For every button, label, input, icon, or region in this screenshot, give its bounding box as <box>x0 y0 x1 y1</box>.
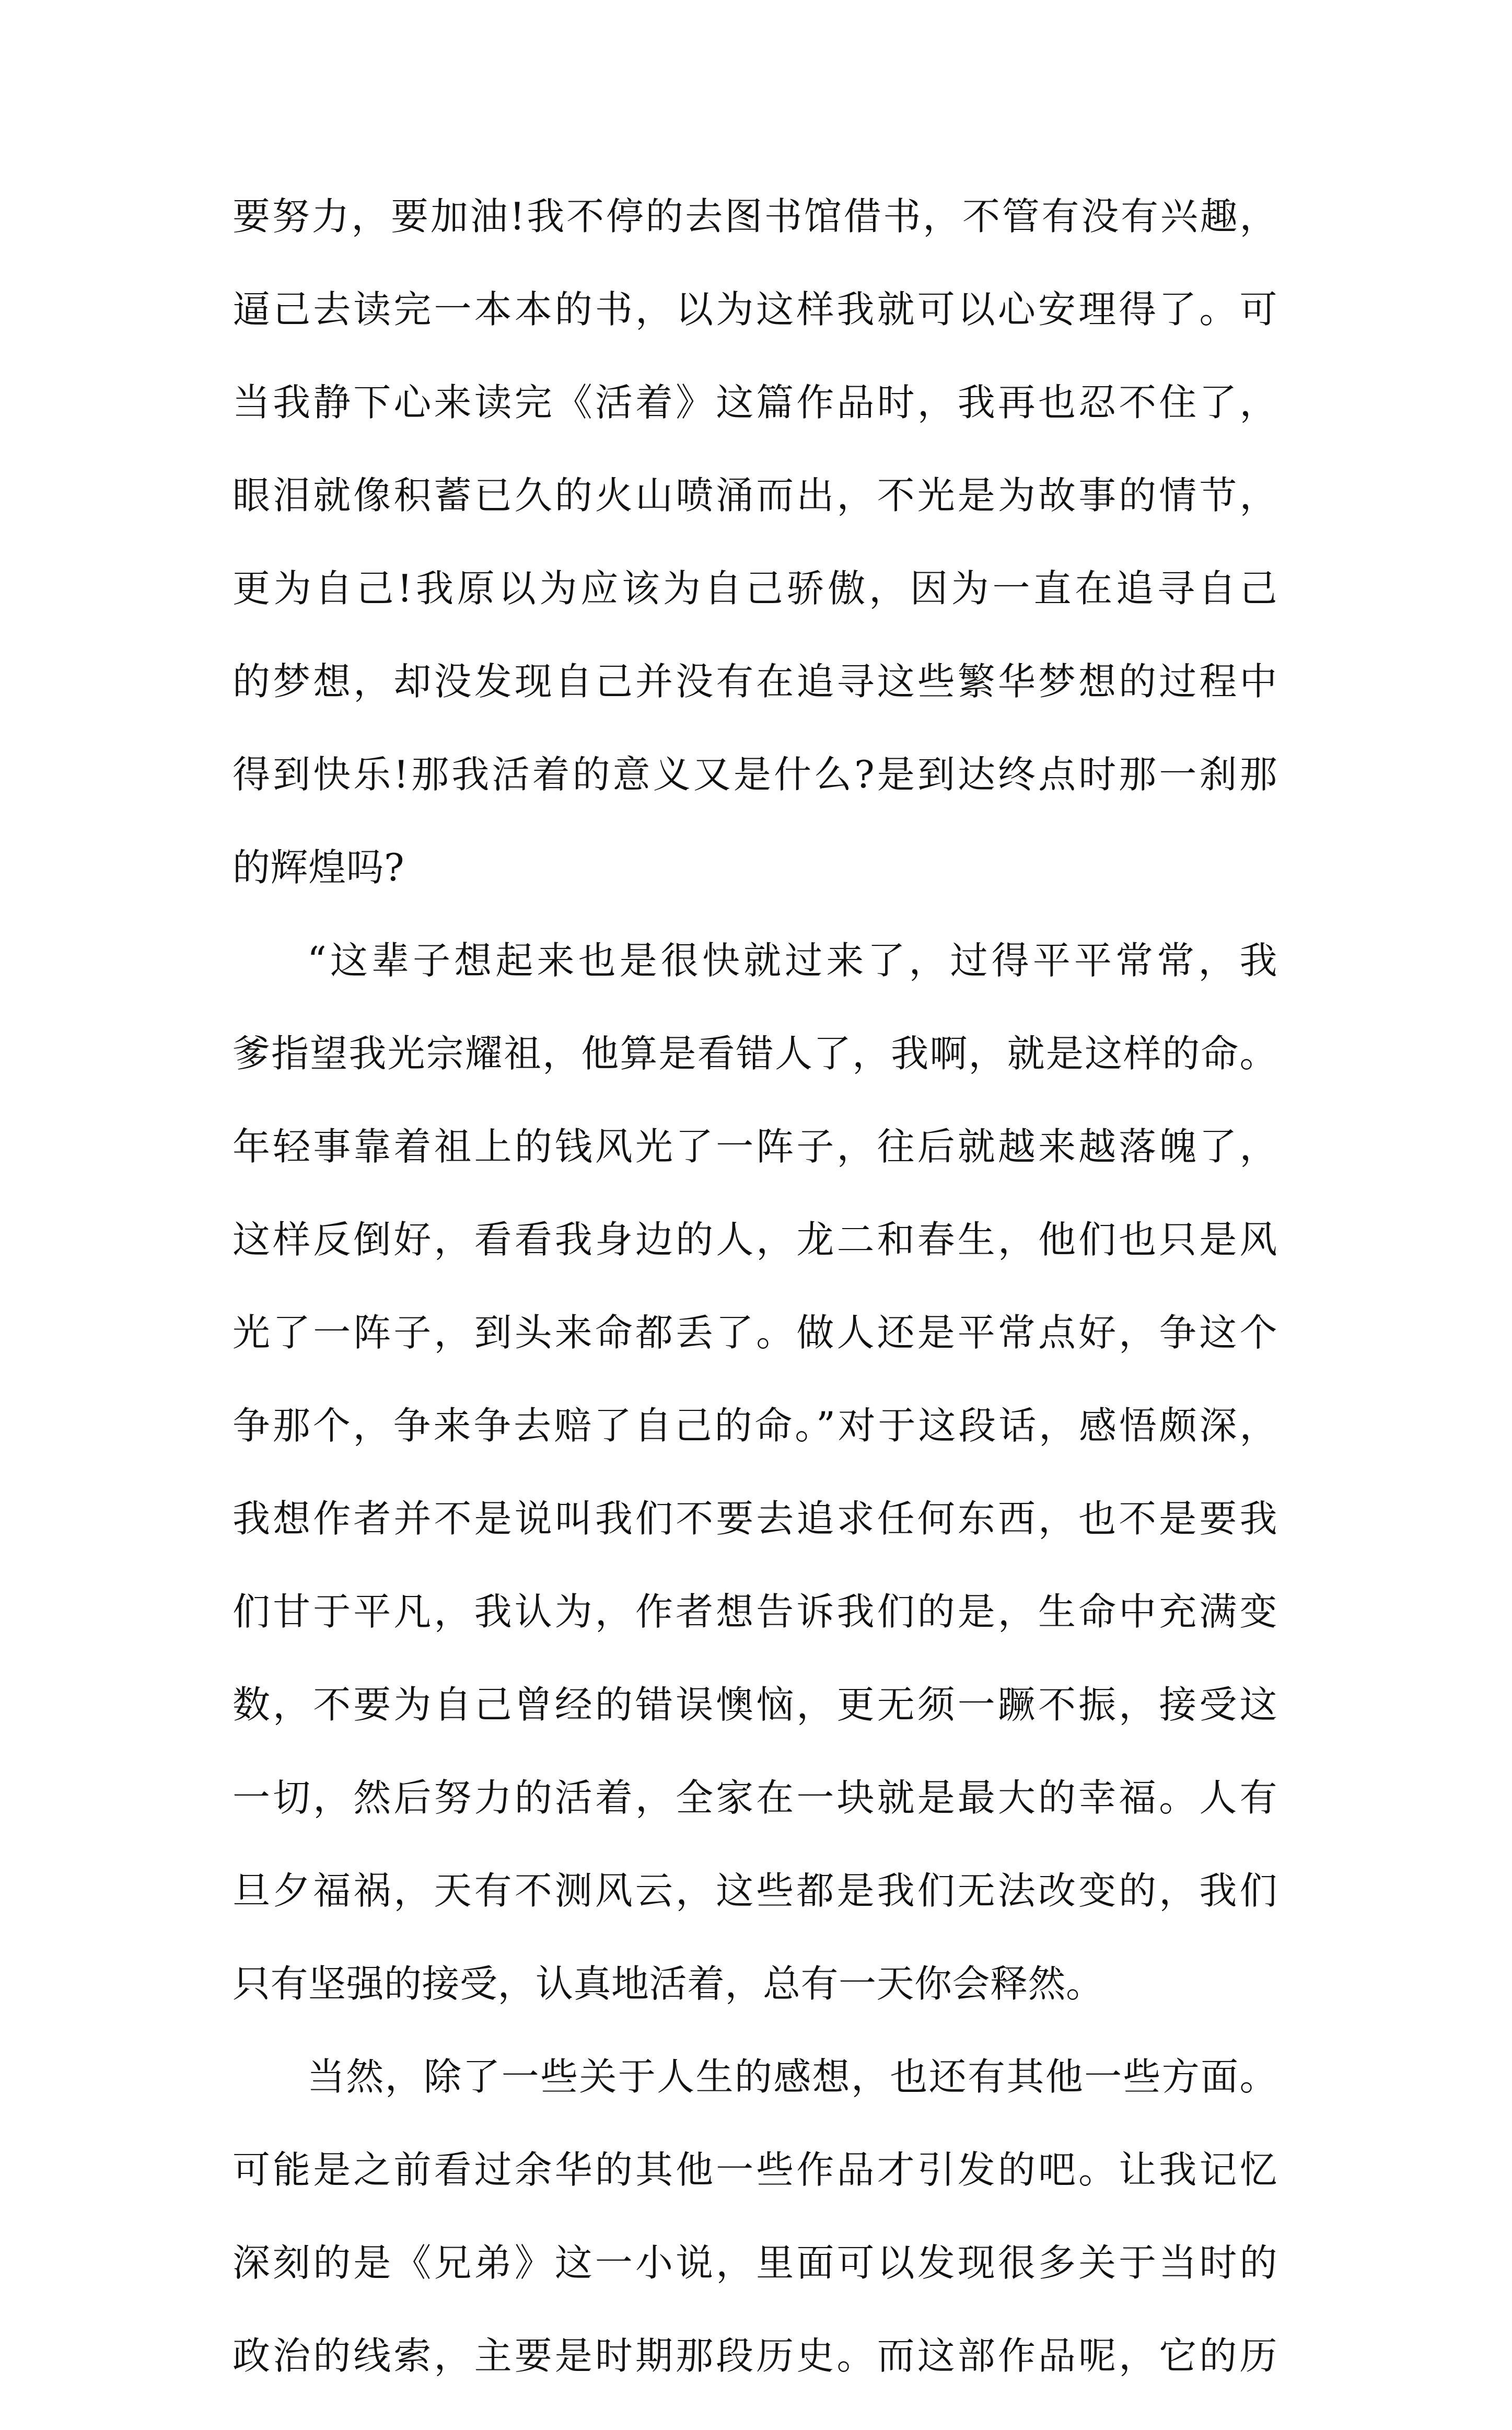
text-line-21: 当然，除了一些关于人生的感想，也还有其他一些方面。 <box>307 2055 1277 2099</box>
text-line-23: 深刻的是《兄弟》这一小说，里面可以发现很多关于当时的 <box>232 2241 1277 2285</box>
text-line-15: 我想作者并不是说叫我们不要去追求任何东西，也不是要我 <box>232 1497 1277 1541</box>
text-line-22: 可能是之前看过余华的其他一些作品才引发的吧。让我记忆 <box>232 2148 1277 2192</box>
text-line-6: 的梦想，却没发现自己并没有在追寻这些繁华梦想的过程中 <box>232 659 1277 703</box>
text-line-7: 得到快乐!那我活着的意义又是什么?是到达终点时那一刹那 <box>232 753 1277 796</box>
text-line-4: 眼泪就像积蓄已久的火山喷涌而出，不光是为故事的情节， <box>232 473 1277 517</box>
text-line-2: 逼己去读完一本本的书，以为这样我就可以心安理得了。可 <box>232 287 1277 331</box>
text-line-12: 这样反倒好，看看我身边的人，龙二和春生，他们也只是风 <box>232 1218 1277 1262</box>
text-line-24: 政治的线索，主要是时期那段历史。而这部作品呢，它的历 <box>232 2334 1277 2378</box>
text-line-19: 旦夕福祸，天有不测风云，这些都是我们无法改变的，我们 <box>232 1869 1277 1913</box>
text-line-5: 更为自己!我原以为应该为自己骄傲，因为一直在追寻自己 <box>232 566 1277 610</box>
text-line-9: “这辈子想起来也是很快就过来了，过得平平常常，我 <box>307 939 1277 982</box>
document-page <box>232 194 1277 2430</box>
text-line-20: 只有坚强的接受，认真地活着，总有一天你会释然。 <box>232 1962 1104 2006</box>
text-line-13: 光了一阵子，到头来命都丢了。做人还是平常点好，争这个 <box>232 1311 1277 1355</box>
text-line-11: 年轻事靠着祖上的钱风光了一阵子，往后就越来越落魄了， <box>232 1125 1277 1168</box>
text-line-1: 要努力，要加油!我不停的去图书馆借书，不管有没有兴趣， <box>232 194 1277 238</box>
text-line-17: 数，不要为自己曾经的错误懊恼，更无须一蹶不振，接受这 <box>232 1683 1277 1727</box>
text-line-14: 争那个，争来争去赔了自己的命。”对于这段话，感悟颇深， <box>232 1404 1277 1448</box>
text-line-3: 当我静下心来读完《活着》这篇作品时，我再也忍不住了， <box>232 380 1277 424</box>
text-line-10: 爹指望我光宗耀祖，他算是看错人了，我啊，就是这样的命。 <box>232 1032 1277 1075</box>
text-line-8: 的辉煌吗? <box>232 846 405 889</box>
text-line-18: 一切，然后努力的活着，全家在一块就是最大的幸福。人有 <box>232 1776 1277 1820</box>
text-line-16: 们甘于平凡，我认为，作者想告诉我们的是，生命中充满变 <box>232 1590 1277 1634</box>
